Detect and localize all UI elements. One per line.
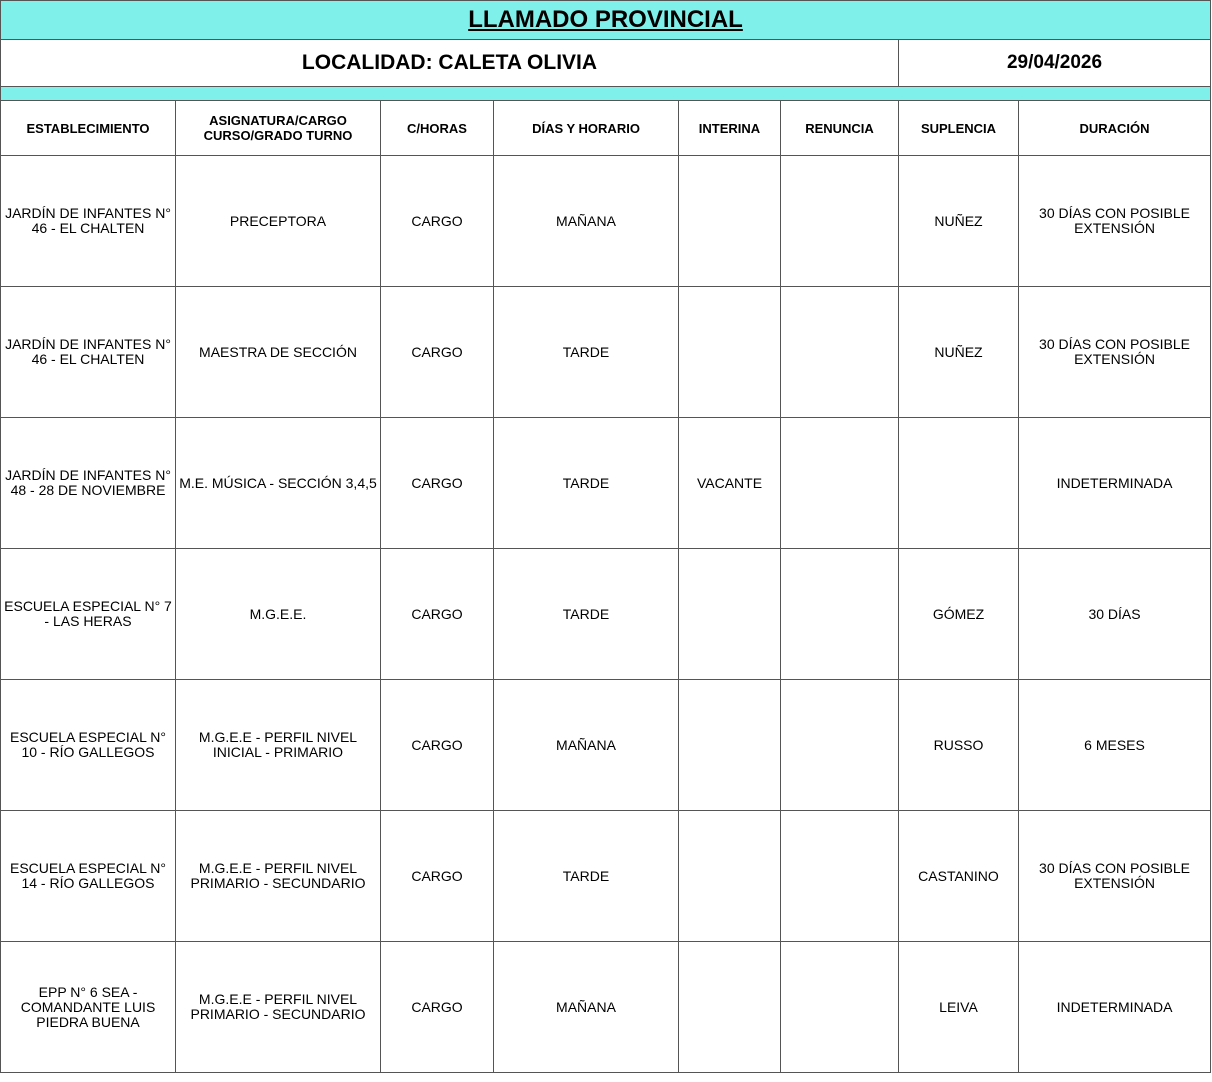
cell-asignatura: M.G.E.E - PERFIL NIVEL PRIMARIO - SECUNDARIO — [176, 942, 381, 1073]
cell-establecimiento: JARDÍN DE INFANTES N° 48 - 28 DE NOVIEMBRE — [1, 418, 176, 549]
table-row — [1, 418, 1211, 549]
cell-interina: VACANTE — [679, 418, 781, 549]
cell-horas: CARGO — [381, 287, 494, 418]
cell-establecimiento: JARDÍN DE INFANTES N° 46 - EL CHALTEN — [1, 287, 176, 418]
header-horas: C/HORAS — [381, 101, 494, 156]
header-dias: DÍAS Y HORARIO — [494, 101, 679, 156]
cell-interina — [679, 811, 781, 942]
cell-duracion: INDETERMINADA — [1019, 418, 1211, 549]
cell-dias: TARDE — [494, 811, 679, 942]
table-row — [1, 156, 1211, 287]
cell-interina — [679, 549, 781, 680]
cell-asignatura: MAESTRA DE SECCIÓN — [176, 287, 381, 418]
cell-horas: CARGO — [381, 811, 494, 942]
date-label: 29/04/2026 — [899, 40, 1211, 87]
cell-renuncia — [781, 287, 899, 418]
header-interina: INTERINA — [679, 101, 781, 156]
cell-interina — [679, 156, 781, 287]
cell-asignatura: M.G.E.E - PERFIL NIVEL PRIMARIO - SECUNDARIO — [176, 811, 381, 942]
cell-establecimiento: EPP N° 6 SEA - COMANDANTE LUIS PIEDRA BUENA — [1, 942, 176, 1073]
cell-suplencia: RUSSO — [899, 680, 1019, 811]
page-title: LLAMADO PROVINCIAL — [1, 1, 1211, 40]
cell-establecimiento: JARDÍN DE INFANTES N° 46 - EL CHALTEN — [1, 156, 176, 287]
cell-establecimiento: ESCUELA ESPECIAL N° 14 - RÍO GALLEGOS — [1, 811, 176, 942]
cell-suplencia: NUÑEZ — [899, 287, 1019, 418]
cell-dias: MAÑANA — [494, 942, 679, 1073]
cell-duracion: 30 DÍAS CON POSIBLE EXTENSIÓN — [1019, 156, 1211, 287]
header-suplencia: SUPLENCIA — [899, 101, 1019, 156]
cell-horas: CARGO — [381, 418, 494, 549]
table-row — [1, 287, 1211, 418]
cell-dias: MAÑANA — [494, 156, 679, 287]
cell-asignatura: M.E. MÚSICA - SECCIÓN 3,4,5 — [176, 418, 381, 549]
table-row — [1, 942, 1211, 1073]
cell-dias: MAÑANA — [494, 680, 679, 811]
cell-dias: TARDE — [494, 287, 679, 418]
header-duracion: DURACIÓN — [1019, 101, 1211, 156]
header-asignatura-line1: ASIGNATURA/CARGO — [209, 113, 347, 128]
cell-interina — [679, 942, 781, 1073]
cell-duracion: 30 DÍAS — [1019, 549, 1211, 680]
cell-asignatura: M.G.E.E. — [176, 549, 381, 680]
cell-duracion: 30 DÍAS CON POSIBLE EXTENSIÓN — [1019, 811, 1211, 942]
locality-label: LOCALIDAD: CALETA OLIVIA — [1, 40, 899, 87]
cell-asignatura: PRECEPTORA — [176, 156, 381, 287]
cell-suplencia: GÓMEZ — [899, 549, 1019, 680]
cell-horas: CARGO — [381, 156, 494, 287]
cell-renuncia — [781, 156, 899, 287]
cell-renuncia — [781, 942, 899, 1073]
header-asignatura-line2: CURSO/GRADO TURNO — [203, 128, 353, 143]
cell-establecimiento: ESCUELA ESPECIAL N° 7 - LAS HERAS — [1, 549, 176, 680]
table-row — [1, 811, 1211, 942]
cell-duracion: 6 MESES — [1019, 680, 1211, 811]
cell-dias: TARDE — [494, 418, 679, 549]
cell-suplencia: CASTANINO — [899, 811, 1019, 942]
header-establecimiento: ESTABLECIMIENTO — [1, 101, 176, 156]
cell-asignatura: M.G.E.E - PERFIL NIVEL INICIAL - PRIMARIO — [176, 680, 381, 811]
cell-suplencia: LEIVA — [899, 942, 1019, 1073]
table-row — [1, 680, 1211, 811]
cell-interina — [679, 287, 781, 418]
cell-renuncia — [781, 680, 899, 811]
cell-horas: CARGO — [381, 680, 494, 811]
cell-duracion: INDETERMINADA — [1019, 942, 1211, 1073]
cell-renuncia — [781, 418, 899, 549]
cell-interina — [679, 680, 781, 811]
cell-suplencia: NUÑEZ — [899, 156, 1019, 287]
header-renuncia: RENUNCIA — [781, 101, 899, 156]
separator-band — [1, 87, 1211, 101]
cell-suplencia — [899, 418, 1019, 549]
cell-horas: CARGO — [381, 549, 494, 680]
header-asignatura — [176, 101, 381, 156]
cell-duracion: 30 DÍAS CON POSIBLE EXTENSIÓN — [1019, 287, 1211, 418]
table-row — [1, 549, 1211, 680]
header-row — [1, 101, 1211, 156]
cell-establecimiento: ESCUELA ESPECIAL N° 10 - RÍO GALLEGOS — [1, 680, 176, 811]
cell-renuncia — [781, 811, 899, 942]
cell-renuncia — [781, 549, 899, 680]
cell-horas: CARGO — [381, 942, 494, 1073]
cell-dias: TARDE — [494, 549, 679, 680]
